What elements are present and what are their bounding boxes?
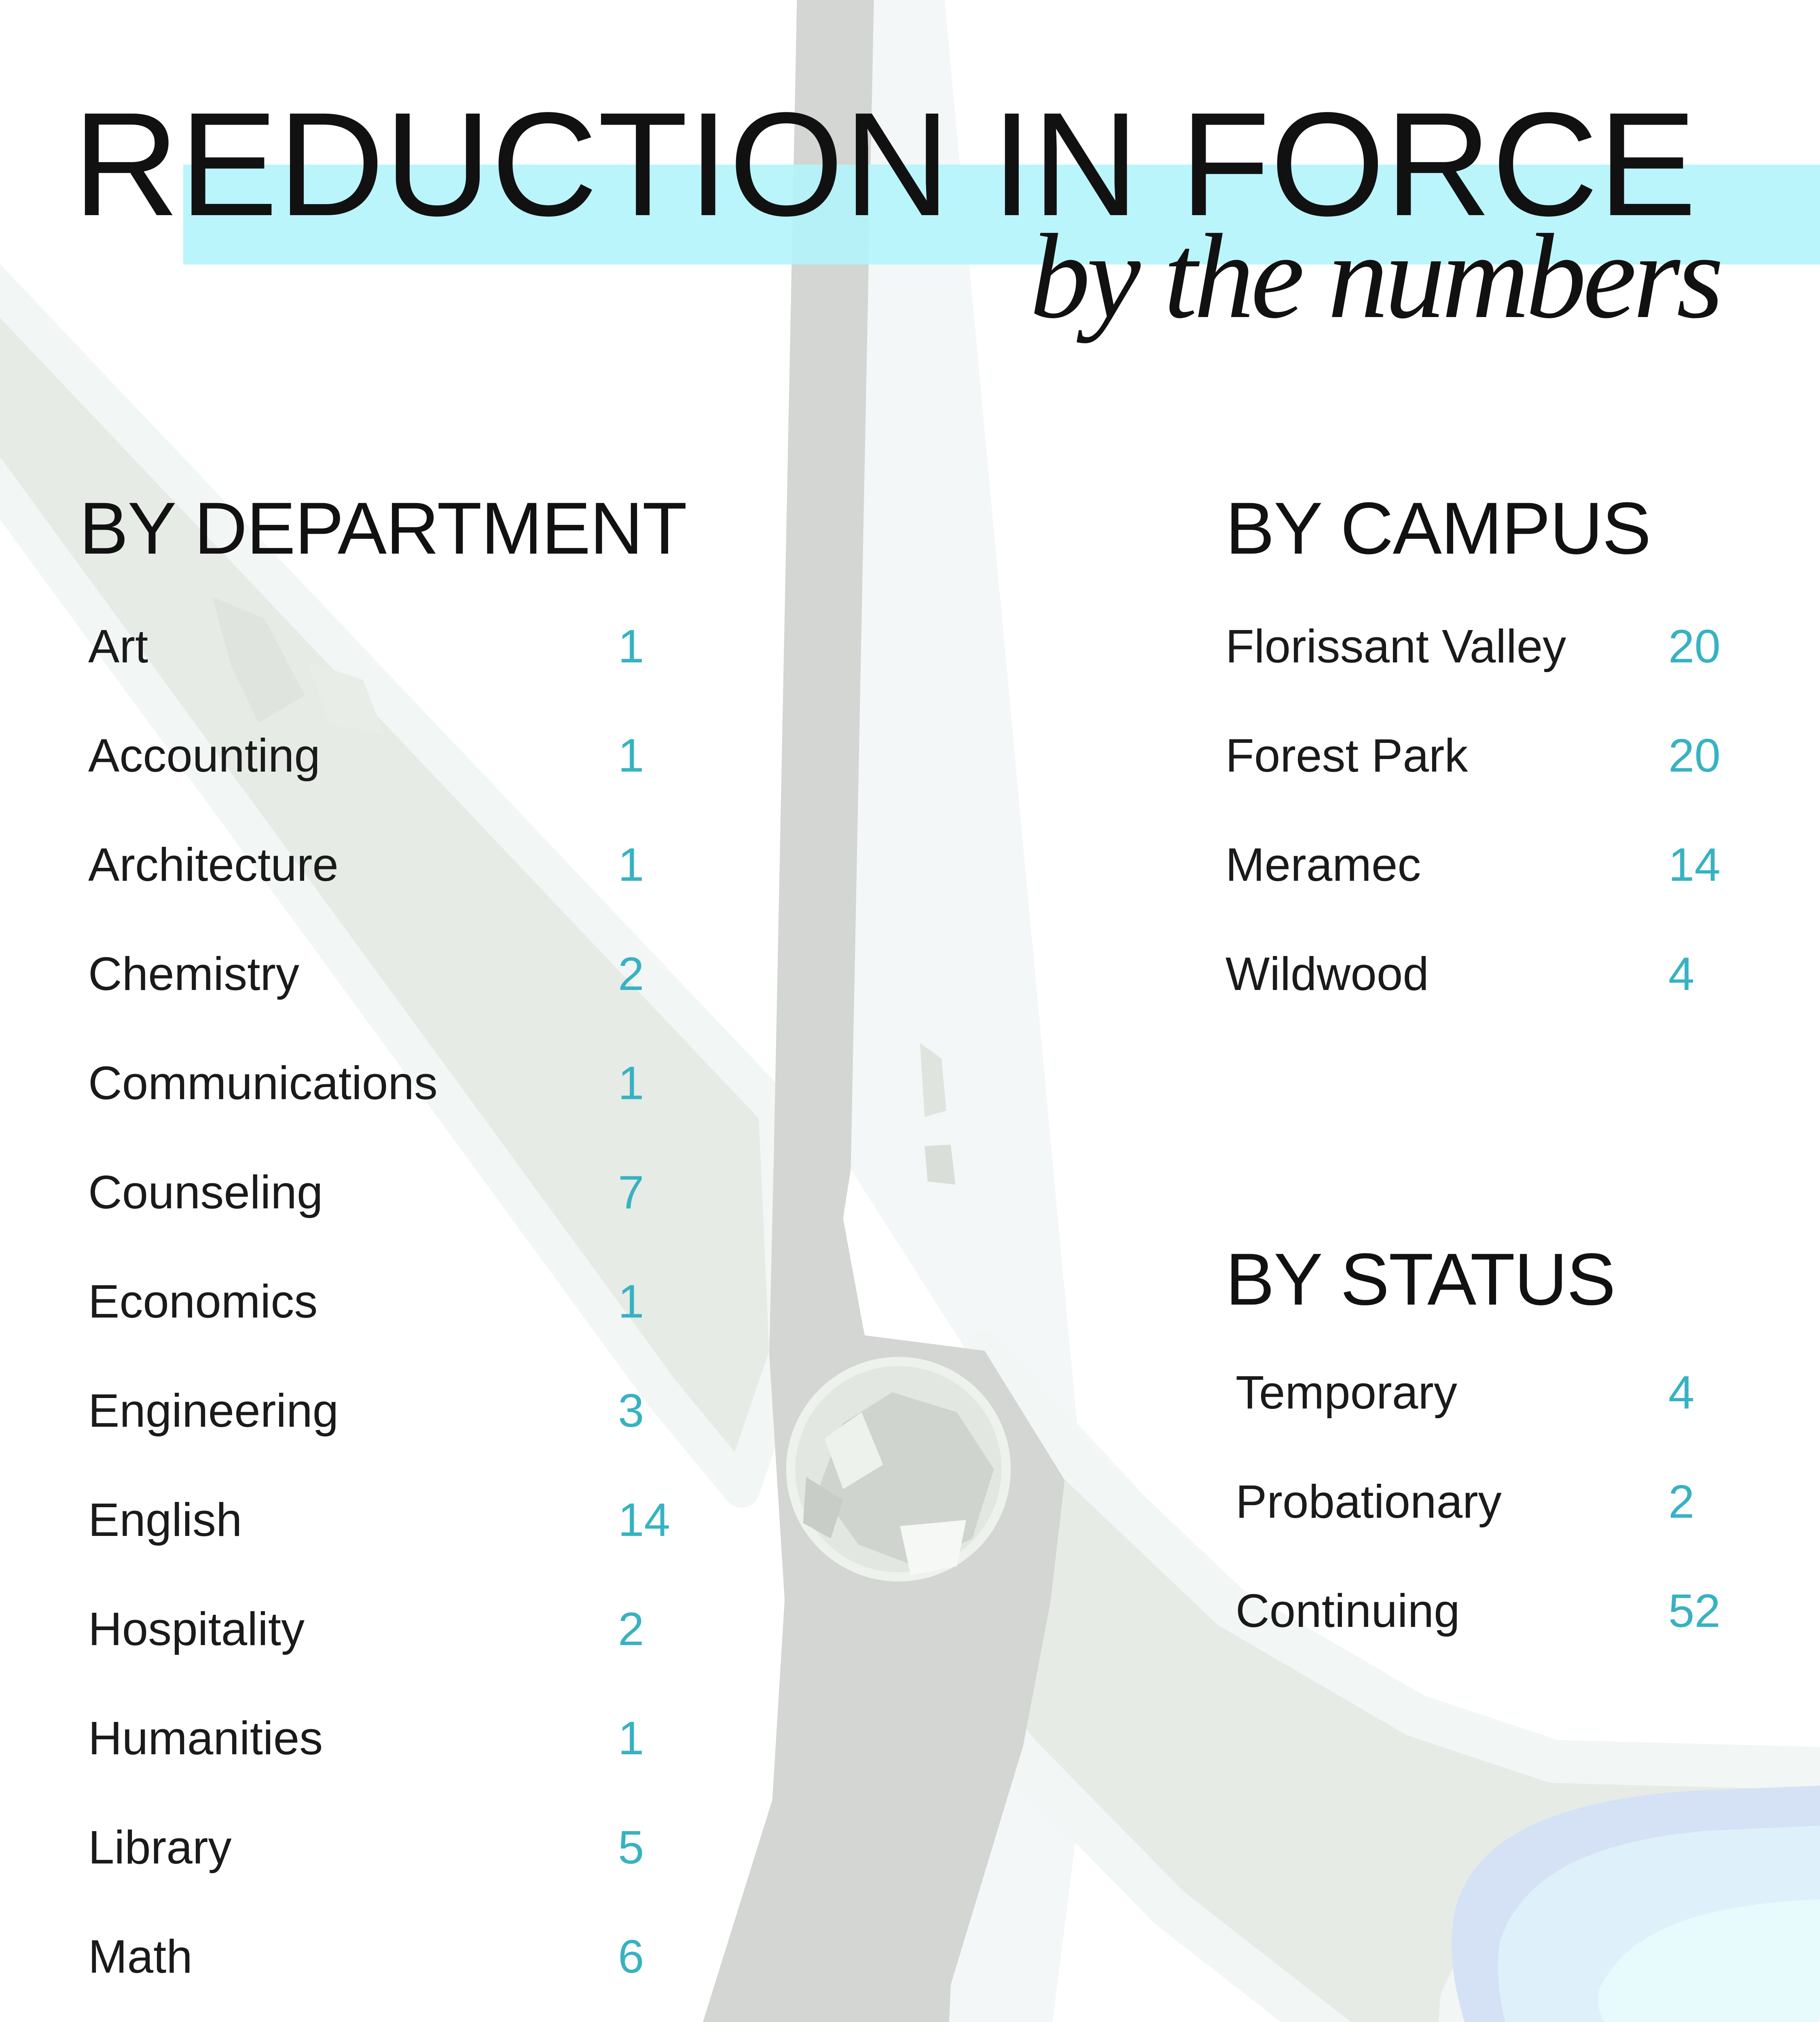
page-title: REDUCTION IN FORCE (73, 82, 1697, 247)
department-label: Hospitality (88, 1603, 305, 1655)
status-row-probationary (1236, 1447, 1820, 1556)
department-row-art (88, 592, 695, 701)
department-row-english (88, 1465, 695, 1574)
department-count: 14 (618, 1493, 671, 1546)
campus-count: 14 (1668, 838, 1721, 891)
status-list (1236, 1338, 1820, 1665)
department-count: 3 (618, 1384, 644, 1437)
campus-label: Forest Park (1225, 729, 1468, 782)
campus-row-forest-park (1225, 701, 1820, 810)
department-row-pe (88, 2011, 695, 2022)
department-heading: BY DEPARTMENT (79, 487, 687, 569)
department-label: Accounting (88, 729, 320, 782)
scissors-pivot (791, 1362, 1006, 1577)
status-row-continuing (1236, 1556, 1820, 1665)
department-count: 1 (618, 1057, 644, 1109)
department-count: 7 (618, 1166, 644, 1218)
campus-label: Florissant Valley (1225, 620, 1566, 673)
campus-label: Wildwood (1225, 948, 1429, 1000)
department-row-engineering (88, 1356, 695, 1465)
department-label: Library (88, 1821, 232, 1874)
campus-count: 20 (1668, 620, 1721, 673)
department-label: Math (88, 1930, 193, 1983)
status-heading: BY STATUS (1225, 1238, 1615, 1320)
status-count: 2 (1668, 1475, 1695, 1528)
department-row-counseling (88, 1138, 695, 1247)
department-label: Engineering (88, 1384, 339, 1437)
department-row-accounting (88, 701, 695, 810)
department-row-economics (88, 1247, 695, 1356)
campus-row-meramec (1225, 810, 1820, 919)
department-count: 1 (618, 838, 644, 891)
status-count: 4 (1668, 1366, 1695, 1419)
department-row-communications (88, 1028, 695, 1138)
department-count: 6 (618, 1930, 644, 1983)
department-label: Architecture (88, 838, 339, 891)
page-subtitle: by the numbers (1030, 209, 1720, 343)
department-row-library (88, 1793, 695, 1902)
department-label: Communications (88, 1057, 438, 1109)
department-count: 2 (618, 1603, 644, 1655)
department-list (88, 592, 695, 2022)
department-label: English (88, 1493, 242, 1546)
campus-count: 4 (1668, 948, 1695, 1000)
department-label: Art (88, 620, 148, 673)
department-count: 2 (618, 948, 644, 1000)
department-count: 1 (618, 729, 644, 782)
department-row-humanities (88, 1684, 695, 1793)
department-count: 1 (618, 1275, 644, 1328)
department-row-architecture (88, 810, 695, 919)
campus-list (1225, 592, 1820, 1028)
department-label (88, 2011, 151, 2022)
campus-label: Meramec (1225, 838, 1421, 891)
department-count: 5 (618, 1821, 644, 1874)
department-label: Economics (88, 1275, 318, 1328)
department-label: Chemistry (88, 948, 300, 1000)
status-label: Probationary (1236, 1475, 1502, 1528)
status-row-temporary (1236, 1338, 1820, 1447)
department-count (618, 2011, 644, 2022)
campus-row-wildwood (1225, 919, 1820, 1028)
campus-heading: BY CAMPUS (1225, 487, 1651, 569)
status-label: Continuing (1236, 1584, 1460, 1637)
status-label: Temporary (1236, 1366, 1457, 1419)
campus-count: 20 (1668, 729, 1721, 782)
department-count: 1 (618, 620, 644, 673)
department-label: Counseling (88, 1166, 323, 1218)
department-count: 1 (618, 1712, 644, 1764)
status-count: 52 (1668, 1584, 1721, 1637)
department-row-chemistry (88, 919, 695, 1028)
campus-row-florissant-valley (1225, 592, 1820, 701)
department-label: Humanities (88, 1712, 323, 1764)
department-row-hospitality (88, 1574, 695, 1684)
department-row-math (88, 1902, 695, 2011)
